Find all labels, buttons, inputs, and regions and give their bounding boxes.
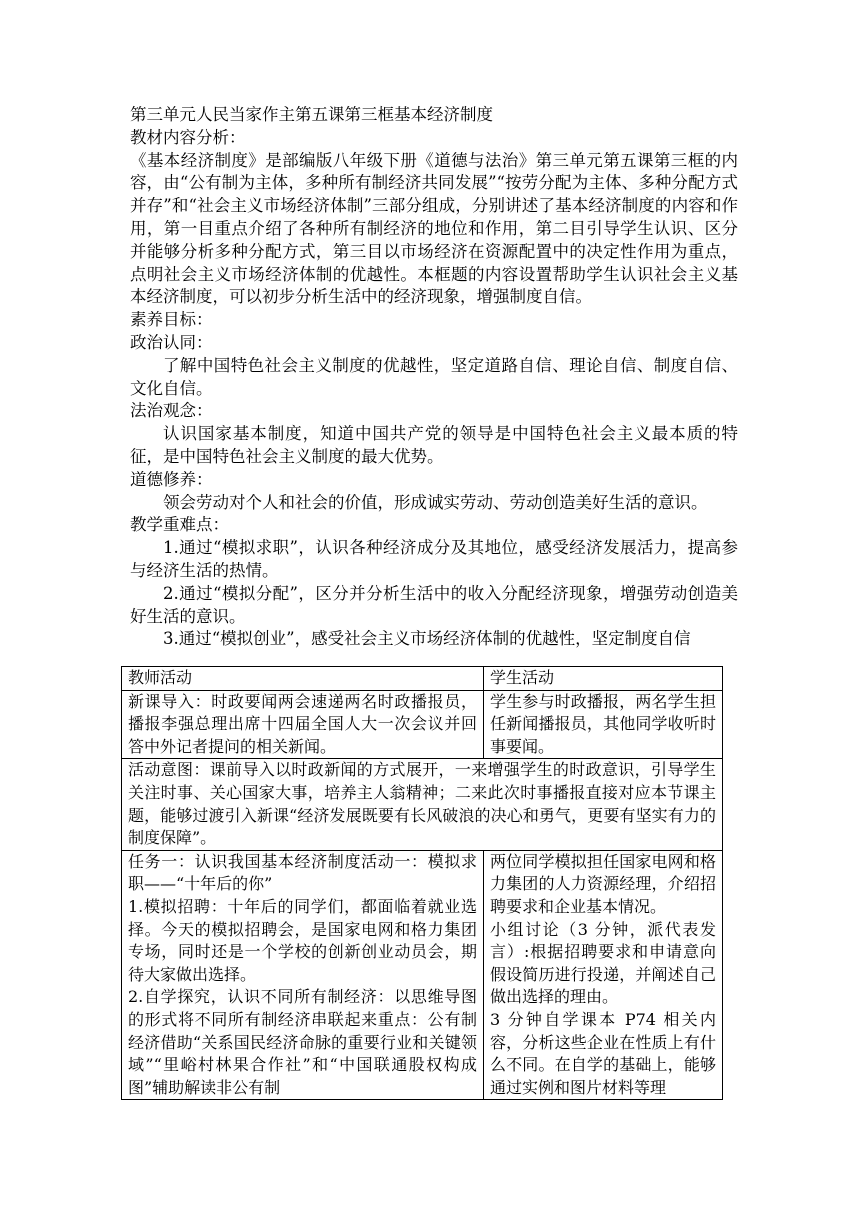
goals-heading: 素养目标： (130, 310, 213, 330)
task1-student-cell (484, 850, 723, 1100)
analysis-heading: 教材内容分析： (130, 127, 246, 147)
law-heading: 法治观念： (130, 401, 213, 421)
key-point-1: 1.通过“模拟求职”，认识各种经济成分及其地位，感受经济发展活力，提高参与经济生活的热情。 (130, 538, 738, 580)
law-paragraph: 认识国家基本制度，知道中国共产党的领导是中国特色社会主义最本质的特征，是中国特色社会主义制度的最大优势。 (130, 424, 738, 466)
key-points-heading: 教学重难点： (130, 515, 229, 535)
intro-teacher-cell: 新课导入：时政要闻两会速递两名时政播报员，播报李强总理出席十四届全国人大一次会议并回答中外记者提问的相关新闻。 (122, 690, 484, 759)
task1-student-line-2: 小组讨论（3 分钟，派代表发言）:根据招聘要求和申请意向假设简历进行投递，并阐述自己做出选择的理由。 (490, 919, 716, 1007)
key-point-2: 2.通过“模拟分配”，区分并分析生活中的收入分配经济现象，增强劳动创造美好生活的意识。 (130, 583, 738, 626)
political-paragraph: 了解中国特色社会主义制度的优越性，坚定道路自信、理论自信、制度自信、文化自信。 (130, 355, 738, 398)
table-header-row (122, 667, 723, 691)
activity-intent-cell: 活动意图：课前导入以时政新闻的方式展开，一来增强学生的时政意识，引导学生关注时事、关心国家大事，培养主人翁精神；二来此次时事播报直接对应本节课主题，能够过渡引入新课“经济发展既要有长风破浪的决心和勇气，更要有坚实有力的制度保障”。 (122, 759, 723, 850)
lesson-activity-table (121, 666, 723, 1100)
header-teacher-activity: 教师活动 (122, 667, 484, 691)
analysis-paragraph: 《基本经济制度》是部编版八年级下册《道德与法治》第三单元第五课第三框的内容，由“公有制为主体，多种所有制经济共同发展”“按劳分配为主体、多种分配方式并存”和“社会主义市场经济体制”三部分组成，分别讲述了基本经济制度的内容和作用，第一目重点介绍了各种所有制经济的地位和作用，第二目引导学生认识、区分并能够分析多种分配方式，第三目以市场经济在资源配置中的决定性作用为重点，点明社会主义市场经济体制的优越性。本框题的内容设置帮助学生认识社会主义基本经济制度，可以初步分析生活中的经济现象，增强制度自信。 (130, 150, 738, 307)
moral-heading: 道德修养： (130, 469, 213, 489)
intro-student-cell: 学生参与时政播报，两名学生担任新闻播报员，其他同学收听时事要闻。 (484, 690, 723, 759)
moral-paragraph: 领会劳动对个人和社会的价值，形成诚实劳动、劳动创造美好生活的意识。 (163, 492, 708, 512)
task1-teacher-line-3: 2.自学探究，认识不同所有制经济：以思维导图的形式将不同所有制经济串联起来重点：公有制经济借助“关系国民经济命脉的重要行业和关键领域”“里峪村林果合作社”和“中国联通股权构成图”辅助解读非公有制 (128, 987, 477, 1097)
table-row (122, 850, 723, 1100)
key-point-3: 3.通过“模拟创业”，感受社会主义市场经济体制的优越性，坚定制度自信 (163, 629, 691, 649)
document-body (130, 104, 738, 651)
task1-teacher-cell (122, 850, 484, 1100)
header-student-activity: 学生活动 (484, 667, 723, 691)
task1-teacher-line-2: 1.模拟招聘：十年后的同学们，都面临着就业选择。今天的模拟招聘会，是国家电网和格力集团专场，同时还是一个学校的创新创业动员会，期待大家做出选择。 (128, 896, 477, 984)
table-row (122, 759, 723, 850)
political-heading: 政治认同： (130, 332, 213, 352)
table-row (122, 690, 723, 759)
task1-teacher-line-1: 任务一：认识我国基本经济制度活动一：模拟求职——“十年后的你” (128, 851, 477, 894)
task1-student-line-3: 3 分钟自学课本 P74 相关内容，分析这些企业在性质上有什么不同。在自学的基础上，能够通过实例和图片材料等理 (490, 1009, 716, 1097)
document-title: 第三单元人民当家作主第五课第三框基本经济制度 (130, 105, 493, 124)
task1-student-line-1: 两位同学模拟担任国家电网和格力集团的人力资源经理，介绍招聘要求和企业基本情况。 (490, 851, 716, 916)
